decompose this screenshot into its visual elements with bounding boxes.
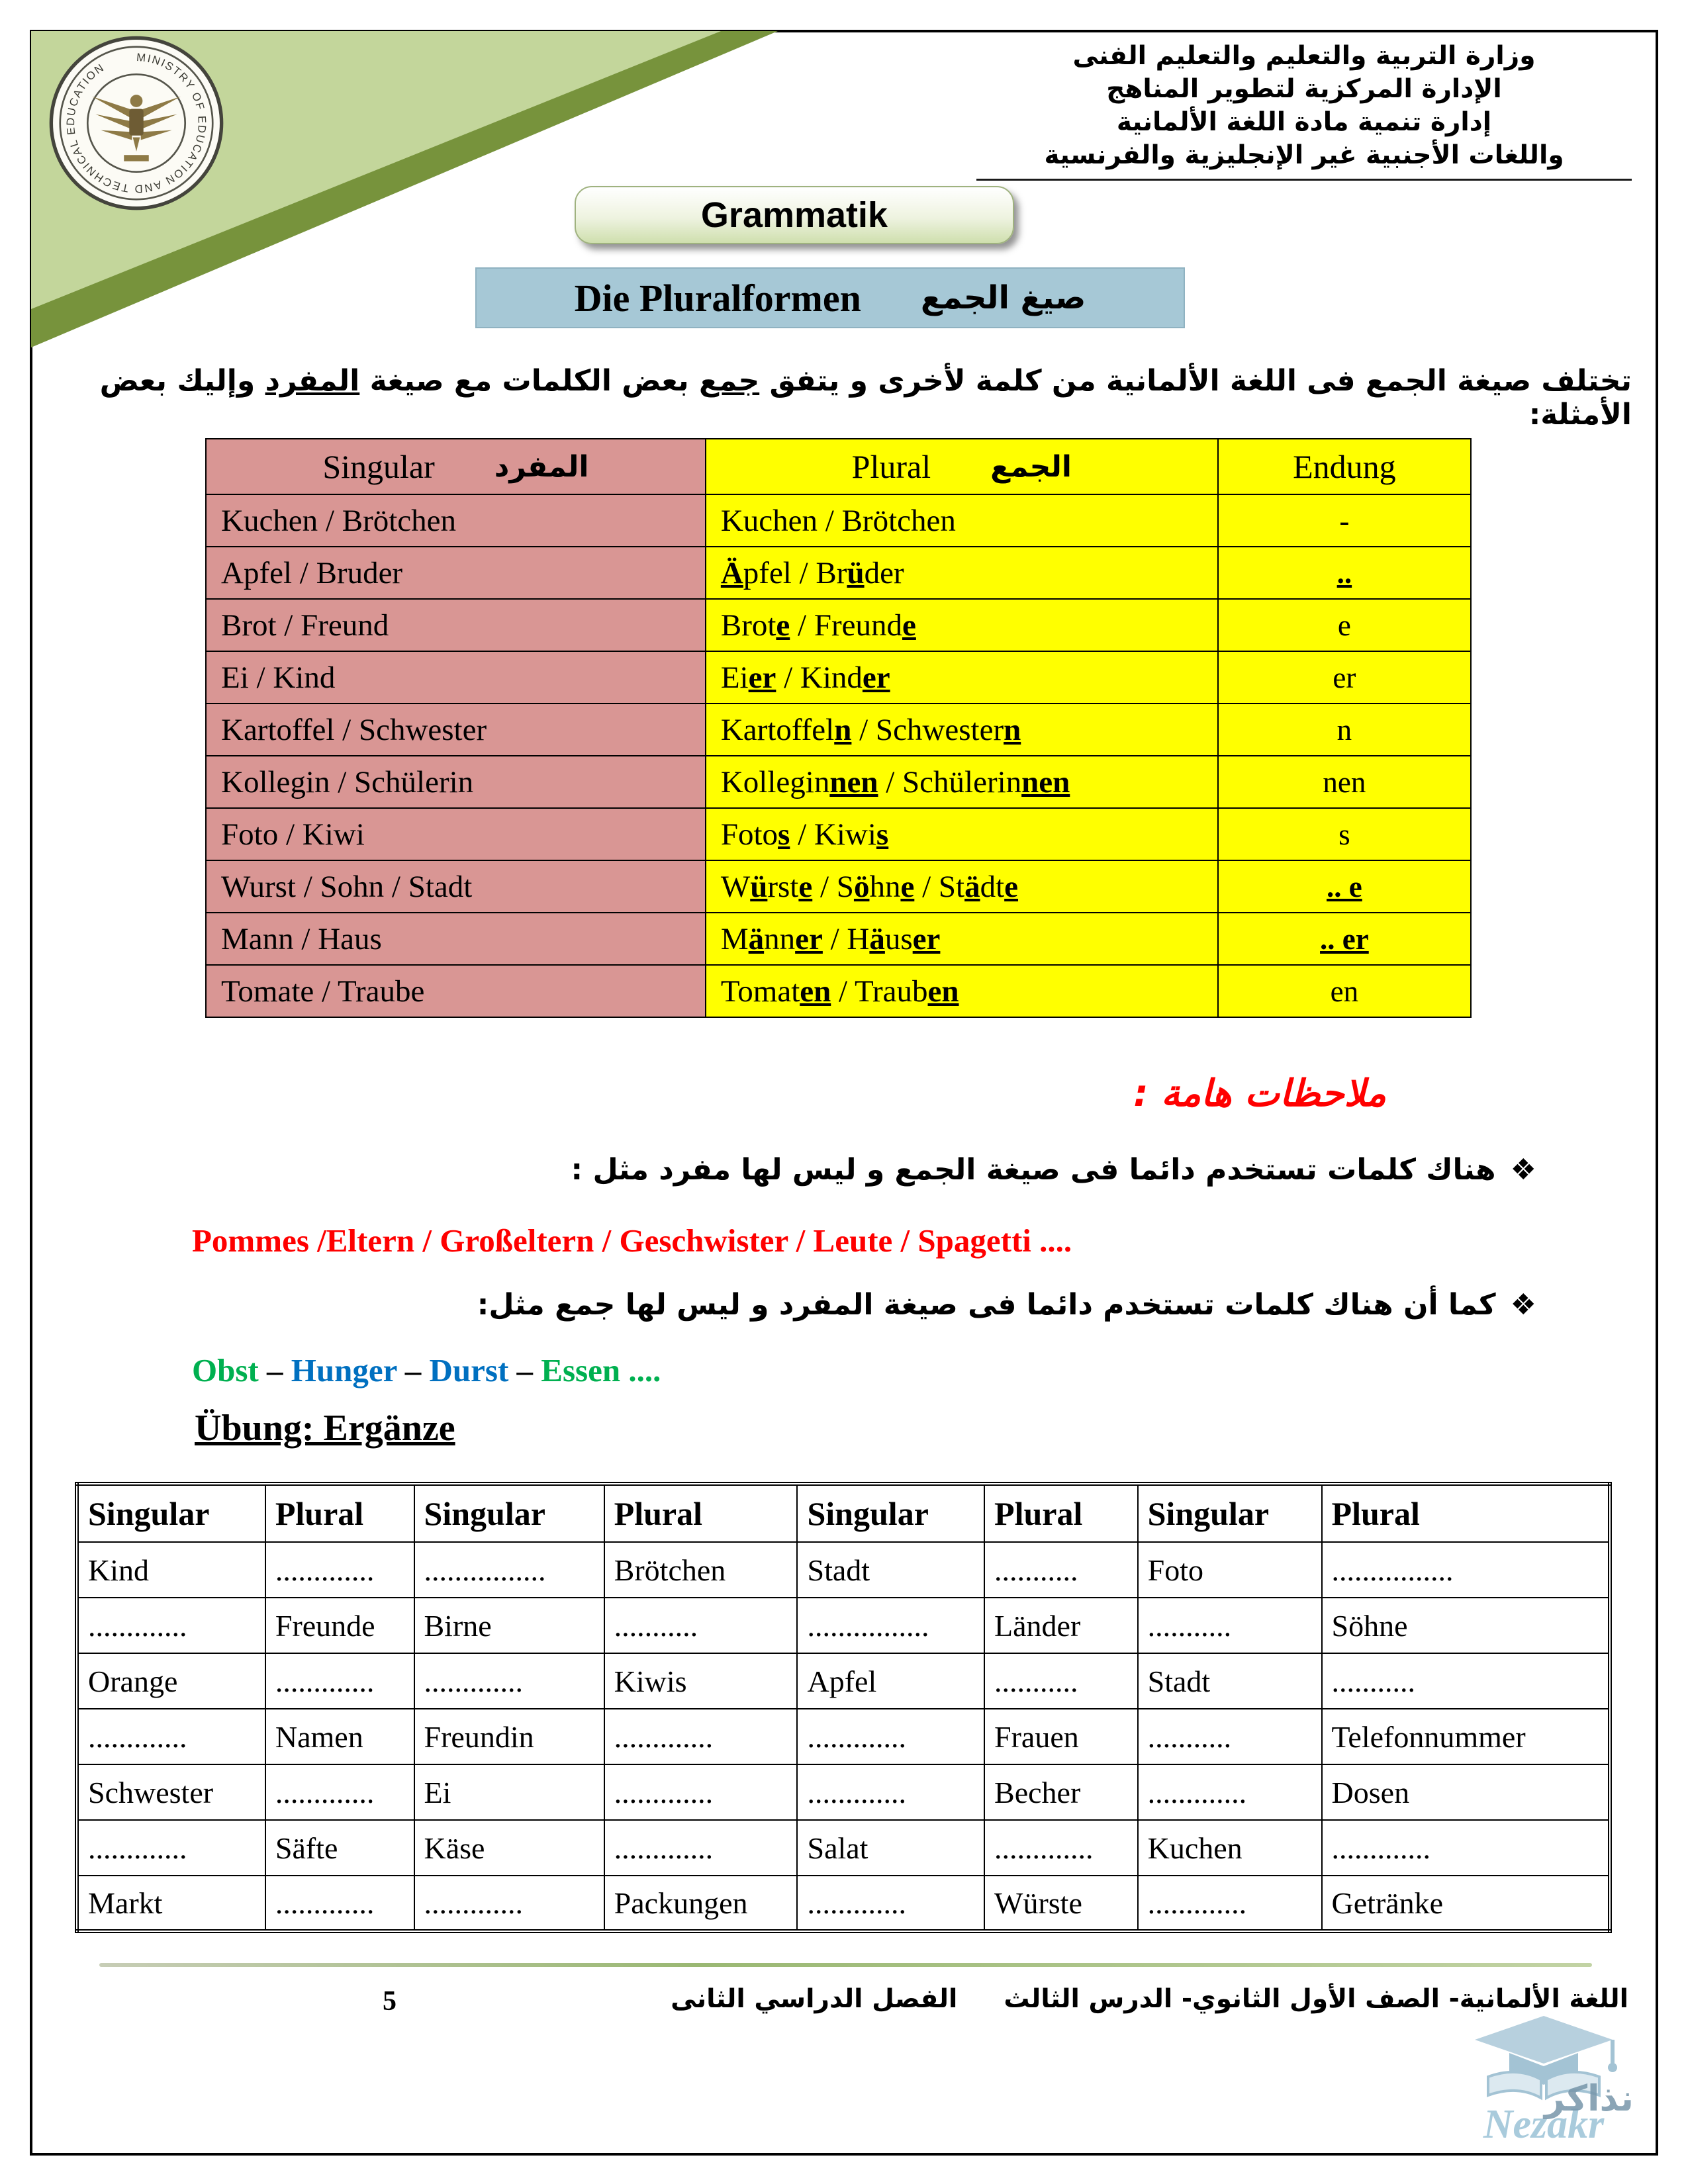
plural-forms-table	[205, 438, 1472, 1018]
exercise-cell: .............	[265, 1542, 414, 1598]
exercise-header: Plural	[265, 1484, 414, 1542]
footer-course-label: اللغة الألمانية- الصف الأول الثانوي- الدرس الثالث	[1004, 1984, 1628, 2014]
table-row	[206, 494, 1471, 547]
singular-cell: Foto / Kiwi	[206, 808, 706, 860]
exercise-cell: .............	[414, 1653, 604, 1709]
exercise-cell: .............	[265, 1876, 414, 1931]
exercise-cell: .............	[797, 1876, 984, 1931]
plural-cell: Fotos / Kiwis	[706, 808, 1218, 860]
exercise-cell: Telefonnummer	[1322, 1709, 1610, 1764]
plural-header-arabic: الجمع	[990, 449, 1072, 484]
exercise-cell: ...........	[1138, 1598, 1322, 1653]
exercise-cell: Stadt	[1138, 1653, 1322, 1709]
exercise-cell: .............	[77, 1709, 265, 1764]
exercise-cell: ................	[414, 1542, 604, 1598]
table-row	[206, 756, 1471, 808]
ministry-line-4: واللغات الأجنبية غير الإنجليزية والفرنسية	[1044, 140, 1564, 170]
singular-cell: Kartoffel / Schwester	[206, 704, 706, 756]
exercise-cell: ................	[1322, 1542, 1610, 1598]
exercise-cell: .............	[797, 1709, 984, 1764]
seal-ring-text: MINISTRY OF EDUCATION AND TECHNICAL EDUCATION	[64, 50, 209, 195]
exercise-cell: Söhne	[1322, 1598, 1610, 1653]
uebung-heading: Übung: Ergänze	[195, 1408, 455, 1449]
exercise-row	[77, 1709, 1610, 1764]
singular-cell: Tomate / Traube	[206, 965, 706, 1017]
note-bullet-plural-only	[571, 1153, 1536, 1187]
watermark-latin-label: Nezakr	[1483, 2102, 1605, 2147]
plural-cell: Tomaten / Trauben	[706, 965, 1218, 1017]
singular-cell: Ei / Kind	[206, 651, 706, 704]
exercise-cell: .............	[1138, 1876, 1322, 1931]
singular-cell: Kuchen / Brötchen	[206, 494, 706, 547]
endung-cell: .. e	[1218, 860, 1471, 913]
endung-cell: .. er	[1218, 913, 1471, 965]
watermark-arabic-label: نذاكر	[1544, 2077, 1634, 2119]
exercise-cell: .............	[604, 1709, 798, 1764]
exercise-cell: Salat	[797, 1820, 984, 1876]
endung-cell: -	[1218, 494, 1471, 547]
ministry-line-2: الإدارة المركزية لتطوير المناهج	[1106, 73, 1502, 104]
table-row	[206, 704, 1471, 756]
exercise-cell: Würste	[984, 1876, 1138, 1931]
exercise-cell: Freunde	[265, 1598, 414, 1653]
exercise-cell: Käse	[414, 1820, 604, 1876]
plural-cell: Äpfel / Brüder	[706, 547, 1218, 599]
exercise-cell: .............	[77, 1598, 265, 1653]
note-bullet-singular-only	[477, 1288, 1536, 1322]
plural-cell: Kartoffeln / Schwestern	[706, 704, 1218, 756]
table-row	[206, 547, 1471, 599]
singular-header-latin: Singular	[322, 448, 435, 485]
exercise-cell: Namen	[265, 1709, 414, 1764]
singular-cell: Apfel / Bruder	[206, 547, 706, 599]
ministry-seal-logo	[48, 34, 225, 212]
exercise-table	[75, 1482, 1612, 1933]
exercise-cell: Kuchen	[1138, 1820, 1322, 1876]
intro-paragraph: تختلف صيغة الجمع فى اللغة الألمانية من كلمة لأخرى و يتفق جمع بعض الكلمات مع صيغة المفرد وإليك بعض الأمثلة:	[99, 364, 1632, 432]
exercise-cell: ...........	[604, 1598, 798, 1653]
plural-column-header	[706, 439, 1218, 494]
exercise-cell: Brötchen	[604, 1542, 798, 1598]
exercise-cell: Freundin	[414, 1709, 604, 1764]
exercise-cell: Becher	[984, 1764, 1138, 1820]
singular-cell: Mann / Haus	[206, 913, 706, 965]
singular-header-arabic: المفرد	[494, 449, 589, 484]
endung-cell: en	[1218, 965, 1471, 1017]
page-number: 5	[383, 1986, 397, 2017]
exercise-cell: .............	[1322, 1820, 1610, 1876]
exercise-row	[77, 1653, 1610, 1709]
endung-cell: e	[1218, 599, 1471, 651]
plural-cell: Brote / Freunde	[706, 599, 1218, 651]
plural-cell: Kuchen / Brötchen	[706, 494, 1218, 547]
note-bullet-text: كما أن هناك كلمات تستخدم دائما فى صيغة المفرد و ليس لها جمع مثل:	[477, 1288, 1496, 1322]
exercise-cell: Ei	[414, 1764, 604, 1820]
singular-column-header	[206, 439, 706, 494]
exercise-cell: .............	[265, 1653, 414, 1709]
exercise-cell: Orange	[77, 1653, 265, 1709]
exercise-header: Singular	[414, 1484, 604, 1542]
lesson-title-arabic: صيغ الجمع	[920, 279, 1086, 316]
table-row	[206, 808, 1471, 860]
exercise-cell: Kiwis	[604, 1653, 798, 1709]
exercise-cell: .............	[77, 1820, 265, 1876]
footer-text	[671, 1984, 1628, 2014]
exercise-cell: .............	[604, 1820, 798, 1876]
exercise-header: Plural	[604, 1484, 798, 1542]
singular-cell: Kollegin / Schülerin	[206, 756, 706, 808]
singular-cell: Wurst / Sohn / Stadt	[206, 860, 706, 913]
lesson-title-german: Die Pluralformen	[574, 276, 861, 320]
footer-divider	[99, 1963, 1592, 1967]
lesson-title-bar	[475, 267, 1185, 328]
exercise-cell: .............	[797, 1764, 984, 1820]
table-row	[206, 913, 1471, 965]
table-row	[206, 651, 1471, 704]
singular-cell: Brot / Freund	[206, 599, 706, 651]
ministry-line-3: إدارة تنمية مادة اللغة الألمانية	[1116, 107, 1492, 137]
endung-cell: nen	[1218, 756, 1471, 808]
exercise-cell: Birne	[414, 1598, 604, 1653]
endung-column-header: Endung	[1218, 439, 1471, 494]
table-row	[206, 599, 1471, 651]
ministry-line-1: وزارة التربية والتعليم والتعليم الفنى	[1072, 41, 1536, 71]
exercise-header: Singular	[1138, 1484, 1322, 1542]
plural-table-header-row	[206, 439, 1471, 494]
ministry-header-text	[976, 40, 1632, 181]
exercise-header: Plural	[984, 1484, 1138, 1542]
exercise-cell: Dosen	[1322, 1764, 1610, 1820]
note-bullet-text: هناك كلمات تستخدم دائما فى صيغة الجمع و ليس لها مفرد مثل :	[571, 1153, 1496, 1187]
plural-cell: Kolleginnen / Schülerinnen	[706, 756, 1218, 808]
endung-cell: ..	[1218, 547, 1471, 599]
exercise-row	[77, 1764, 1610, 1820]
exercise-cell: ...........	[984, 1653, 1138, 1709]
exercise-header: Plural	[1322, 1484, 1610, 1542]
exercise-cell: Apfel	[797, 1653, 984, 1709]
diamond-bullet-icon: ❖	[1510, 1288, 1536, 1322]
exercise-cell: .............	[984, 1820, 1138, 1876]
plural-cell: Eier / Kinder	[706, 651, 1218, 704]
exercise-row	[77, 1542, 1610, 1598]
exercise-row	[77, 1598, 1610, 1653]
exercise-cell: Packungen	[604, 1876, 798, 1931]
endung-cell: n	[1218, 704, 1471, 756]
grammatik-badge: Grammatik	[575, 186, 1014, 244]
exercise-row	[77, 1876, 1610, 1931]
exercise-cell: Foto	[1138, 1542, 1322, 1598]
exercise-cell: ...........	[1322, 1653, 1610, 1709]
exercise-row	[77, 1820, 1610, 1876]
exercise-cell: Stadt	[797, 1542, 984, 1598]
exercise-header: Singular	[797, 1484, 984, 1542]
exercise-cell: Markt	[77, 1876, 265, 1931]
exercise-cell: Kind	[77, 1542, 265, 1598]
exercise-cell: Länder	[984, 1598, 1138, 1653]
exercise-header-row	[77, 1484, 1610, 1542]
footer-term-label: الفصل الدراسي الثانى	[671, 1984, 958, 2014]
exercise-cell: .............	[604, 1764, 798, 1820]
singular-only-examples: Obst – Hunger – Durst – Essen ....	[192, 1352, 661, 1388]
exercise-cell: .............	[265, 1764, 414, 1820]
important-notes-title: ملاحظات هامة :	[1133, 1072, 1386, 1115]
exercise-cell: Schwester	[77, 1764, 265, 1820]
exercise-cell: Säfte	[265, 1820, 414, 1876]
diamond-bullet-icon: ❖	[1510, 1153, 1536, 1187]
plural-only-examples: Pommes /Eltern / Großeltern / Geschwister / Leute / Spagetti ....	[192, 1222, 1072, 1259]
table-row	[206, 860, 1471, 913]
plural-cell: Würste / Söhne / Städte	[706, 860, 1218, 913]
table-row	[206, 965, 1471, 1017]
endung-cell: s	[1218, 808, 1471, 860]
exercise-cell: Getränke	[1322, 1876, 1610, 1931]
exercise-cell: Frauen	[984, 1709, 1138, 1764]
exercise-cell: .............	[1138, 1764, 1322, 1820]
exercise-cell: ...........	[1138, 1709, 1322, 1764]
exercise-cell: .............	[414, 1876, 604, 1931]
exercise-cell: ................	[797, 1598, 984, 1653]
exercise-cell: ...........	[984, 1542, 1138, 1598]
nezakr-watermark	[1431, 2011, 1656, 2148]
plural-header-latin: Plural	[851, 448, 931, 485]
endung-cell: er	[1218, 651, 1471, 704]
plural-cell: Männer / Häuser	[706, 913, 1218, 965]
exercise-header: Singular	[77, 1484, 265, 1542]
